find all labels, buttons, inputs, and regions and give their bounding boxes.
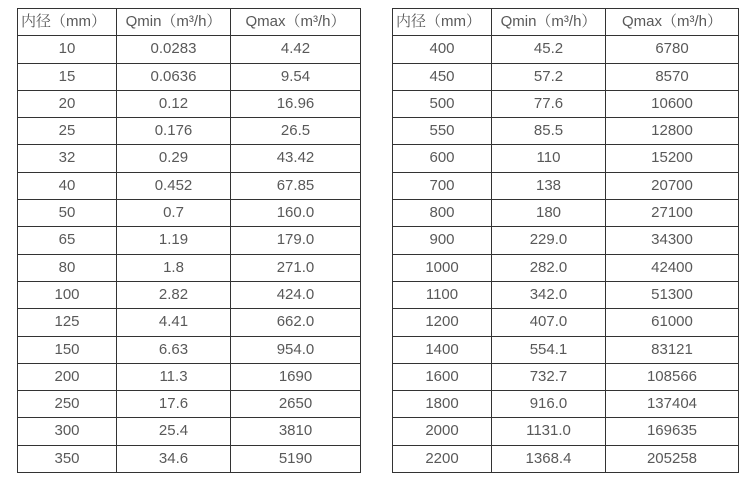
- table-cell: 65: [18, 227, 117, 254]
- table-row: [18, 172, 361, 199]
- table-row: [18, 363, 361, 390]
- column-header-qmin: Qmin（m³/h）: [492, 9, 606, 36]
- table-row: [393, 391, 739, 418]
- table-cell: 15: [18, 63, 117, 90]
- column-header-inner-diameter: 内径（mm）: [393, 9, 492, 36]
- table-cell: 282.0: [492, 254, 606, 281]
- table-cell: 0.12: [117, 90, 231, 117]
- table-row: [18, 227, 361, 254]
- table-cell: 0.176: [117, 118, 231, 145]
- table-cell: 0.0636: [117, 63, 231, 90]
- table-cell: 27100: [606, 200, 739, 227]
- table-row: [18, 445, 361, 472]
- column-header-qmin: Qmin（m³/h）: [117, 9, 231, 36]
- table-cell: 424.0: [231, 281, 361, 308]
- table-cell: 169635: [606, 418, 739, 445]
- table-cell: 1100: [393, 281, 492, 308]
- table-cell: 0.0283: [117, 36, 231, 63]
- table-cell: 50: [18, 200, 117, 227]
- column-header-qmax: Qmax（m³/h）: [606, 9, 739, 36]
- table-cell: 8570: [606, 63, 739, 90]
- table-cell: 25.4: [117, 418, 231, 445]
- table-cell: 2200: [393, 445, 492, 472]
- table-row: [18, 200, 361, 227]
- table-cell: 954.0: [231, 336, 361, 363]
- table-cell: 1600: [393, 363, 492, 390]
- table-cell: 110: [492, 145, 606, 172]
- table-cell: 1690: [231, 363, 361, 390]
- table-row: [18, 391, 361, 418]
- table-cell: 450: [393, 63, 492, 90]
- table-cell: 0.7: [117, 200, 231, 227]
- table-cell: 67.85: [231, 172, 361, 199]
- table-row: [18, 254, 361, 281]
- table-cell: 1.19: [117, 227, 231, 254]
- table-body: [18, 36, 361, 473]
- table-cell: 45.2: [492, 36, 606, 63]
- table-cell: 2650: [231, 391, 361, 418]
- table-cell: 4.41: [117, 309, 231, 336]
- header-row: [393, 9, 739, 36]
- table-cell: 10: [18, 36, 117, 63]
- table-cell: 51300: [606, 281, 739, 308]
- table-cell: 160.0: [231, 200, 361, 227]
- table-row: [393, 145, 739, 172]
- table-row: [393, 281, 739, 308]
- table-row: [393, 445, 739, 472]
- table-row: [18, 63, 361, 90]
- table-row: [393, 418, 739, 445]
- table-cell: 179.0: [231, 227, 361, 254]
- table-row: [18, 118, 361, 145]
- table-cell: 1131.0: [492, 418, 606, 445]
- table-cell: 662.0: [231, 309, 361, 336]
- table-cell: 20700: [606, 172, 739, 199]
- table-cell: 138: [492, 172, 606, 199]
- table-cell: 83121: [606, 336, 739, 363]
- table-cell: 600: [393, 145, 492, 172]
- table-row: [18, 145, 361, 172]
- table-row: [393, 309, 739, 336]
- table-cell: 6.63: [117, 336, 231, 363]
- table-cell: 125: [18, 309, 117, 336]
- table-cell: 205258: [606, 445, 739, 472]
- table-cell: 180: [492, 200, 606, 227]
- flow-spec-table-large-diameter: [392, 8, 739, 473]
- table-cell: 61000: [606, 309, 739, 336]
- table-cell: 800: [393, 200, 492, 227]
- table-cell: 342.0: [492, 281, 606, 308]
- table-body: [393, 36, 739, 473]
- table-cell: 10600: [606, 90, 739, 117]
- table-cell: 400: [393, 36, 492, 63]
- table-row: [393, 36, 739, 63]
- table-row: [393, 336, 739, 363]
- table-cell: 2.82: [117, 281, 231, 308]
- table-cell: 732.7: [492, 363, 606, 390]
- table-cell: 15200: [606, 145, 739, 172]
- table-cell: 250: [18, 391, 117, 418]
- table-row: [18, 309, 361, 336]
- table-cell: 34.6: [117, 445, 231, 472]
- table-cell: 42400: [606, 254, 739, 281]
- table-cell: 11.3: [117, 363, 231, 390]
- table-cell: 108566: [606, 363, 739, 390]
- table-cell: 34300: [606, 227, 739, 254]
- column-header-inner-diameter: 内径（mm）: [18, 9, 117, 36]
- flow-spec-table-small-diameter: [17, 8, 361, 473]
- table-row: [393, 254, 739, 281]
- table-cell: 700: [393, 172, 492, 199]
- table-cell: 80: [18, 254, 117, 281]
- table-cell: 150: [18, 336, 117, 363]
- table-cell: 500: [393, 90, 492, 117]
- table-row: [18, 336, 361, 363]
- table-cell: 1400: [393, 336, 492, 363]
- table-cell: 1800: [393, 391, 492, 418]
- table-cell: 9.54: [231, 63, 361, 90]
- table-cell: 0.29: [117, 145, 231, 172]
- table-cell: 3810: [231, 418, 361, 445]
- table-cell: 1000: [393, 254, 492, 281]
- table-row: [393, 90, 739, 117]
- header-row: [18, 9, 361, 36]
- table-cell: 229.0: [492, 227, 606, 254]
- table-cell: 1368.4: [492, 445, 606, 472]
- table-cell: 271.0: [231, 254, 361, 281]
- table-cell: 85.5: [492, 118, 606, 145]
- table-cell: 1200: [393, 309, 492, 336]
- table-cell: 137404: [606, 391, 739, 418]
- table-cell: 32: [18, 145, 117, 172]
- table-cell: 4.42: [231, 36, 361, 63]
- table-cell: 916.0: [492, 391, 606, 418]
- table-cell: 12800: [606, 118, 739, 145]
- table-row: [18, 36, 361, 63]
- table-cell: 26.5: [231, 118, 361, 145]
- table-cell: 350: [18, 445, 117, 472]
- table-row: [393, 227, 739, 254]
- table-cell: 900: [393, 227, 492, 254]
- table-cell: 43.42: [231, 145, 361, 172]
- table-row: [18, 90, 361, 117]
- table-row: [393, 363, 739, 390]
- table-row: [393, 63, 739, 90]
- table-row: [18, 418, 361, 445]
- table-cell: 6780: [606, 36, 739, 63]
- table-cell: 407.0: [492, 309, 606, 336]
- table-row: [393, 200, 739, 227]
- table-cell: 5190: [231, 445, 361, 472]
- table-cell: 550: [393, 118, 492, 145]
- table-cell: 17.6: [117, 391, 231, 418]
- column-header-qmax: Qmax（m³/h）: [231, 9, 361, 36]
- table-cell: 40: [18, 172, 117, 199]
- table-cell: 300: [18, 418, 117, 445]
- table-cell: 200: [18, 363, 117, 390]
- table-row: [393, 172, 739, 199]
- table-cell: 20: [18, 90, 117, 117]
- table-cell: 2000: [393, 418, 492, 445]
- table-cell: 77.6: [492, 90, 606, 117]
- table-cell: 1.8: [117, 254, 231, 281]
- table-cell: 57.2: [492, 63, 606, 90]
- table-cell: 25: [18, 118, 117, 145]
- table-row: [393, 118, 739, 145]
- table-cell: 554.1: [492, 336, 606, 363]
- table-cell: 0.452: [117, 172, 231, 199]
- table-cell: 100: [18, 281, 117, 308]
- table-cell: 16.96: [231, 90, 361, 117]
- table-row: [18, 281, 361, 308]
